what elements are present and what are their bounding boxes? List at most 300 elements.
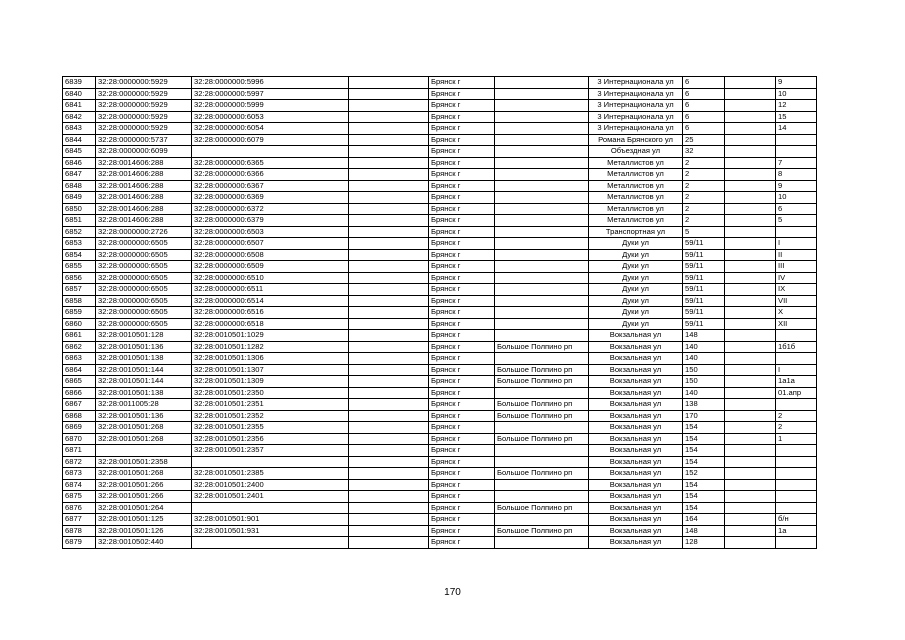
settlement-cell: Большое Полпино рп [495, 410, 589, 422]
object-cadastral-number-cell: 32:28:0010501:2355 [192, 422, 349, 434]
house-cell: 152 [683, 468, 725, 480]
cadastral-number-cell: 32:28:0000000:6505 [96, 249, 192, 261]
blank-cell [349, 226, 429, 238]
settlement-cell [495, 330, 589, 342]
building-cell [725, 88, 776, 100]
house-cell: 140 [683, 387, 725, 399]
building-cell [725, 364, 776, 376]
cadastral-number-cell: 32:28:0000000:5929 [96, 100, 192, 112]
house-cell: 150 [683, 376, 725, 388]
row-number-cell: 6851 [63, 215, 96, 227]
apartment-cell: 01.апр [776, 387, 817, 399]
building-cell [725, 295, 776, 307]
settlement-cell [495, 318, 589, 330]
table-row [63, 249, 817, 261]
building-cell [725, 134, 776, 146]
row-number-cell: 6864 [63, 364, 96, 376]
settlement-cell [495, 307, 589, 319]
building-cell [725, 399, 776, 411]
settlement-cell: Большое Полпино рп [495, 525, 589, 537]
apartment-cell: VII [776, 295, 817, 307]
settlement-cell: Большое Полпино рп [495, 376, 589, 388]
apartment-cell [776, 537, 817, 549]
city-cell: Брянск г [429, 215, 495, 227]
building-cell [725, 249, 776, 261]
object-cadastral-number-cell [192, 537, 349, 549]
table-row [63, 100, 817, 112]
building-cell [725, 422, 776, 434]
cadastral-number-cell: 32:28:0000000:6505 [96, 284, 192, 296]
row-number-cell: 6873 [63, 468, 96, 480]
building-cell [725, 146, 776, 158]
object-cadastral-number-cell: 32:28:0000000:6053 [192, 111, 349, 123]
building-cell [725, 215, 776, 227]
building-cell [725, 77, 776, 89]
object-cadastral-number-cell: 32:28:0000000:6372 [192, 203, 349, 215]
settlement-cell [495, 445, 589, 457]
table-row [63, 146, 817, 158]
street-cell: Вокзальная ул [589, 376, 683, 388]
street-cell: Дуки ул [589, 307, 683, 319]
apartment-cell: IX [776, 284, 817, 296]
cadastral-number-cell: 32:28:0010501:144 [96, 376, 192, 388]
city-cell: Брянск г [429, 238, 495, 250]
object-cadastral-number-cell [192, 502, 349, 514]
blank-cell [349, 307, 429, 319]
house-cell: 6 [683, 100, 725, 112]
row-number-cell: 6876 [63, 502, 96, 514]
table-row [63, 468, 817, 480]
blank-cell [349, 134, 429, 146]
row-number-cell: 6845 [63, 146, 96, 158]
cadastral-number-cell: 32:28:0000000:6505 [96, 295, 192, 307]
table-row [63, 456, 817, 468]
object-cadastral-number-cell: 32:28:0000000:6367 [192, 180, 349, 192]
building-cell [725, 238, 776, 250]
cadastral-number-cell: 32:28:0011005:28 [96, 399, 192, 411]
street-cell: Дуки ул [589, 295, 683, 307]
house-cell: 59/11 [683, 284, 725, 296]
table-row [63, 525, 817, 537]
cadastral-number-cell: 32:28:0000000:5737 [96, 134, 192, 146]
street-cell: Дуки ул [589, 261, 683, 273]
street-cell: Дуки ул [589, 284, 683, 296]
settlement-cell [495, 422, 589, 434]
cadastral-number-cell: 32:28:0000000:6099 [96, 146, 192, 158]
table-row [63, 88, 817, 100]
settlement-cell [495, 537, 589, 549]
settlement-cell [495, 387, 589, 399]
apartment-cell: 9 [776, 77, 817, 89]
table-row [63, 215, 817, 227]
building-cell [725, 123, 776, 135]
house-cell: 170 [683, 410, 725, 422]
table-row [63, 364, 817, 376]
house-cell: 148 [683, 525, 725, 537]
cadastral-number-cell: 32:28:0000000:5929 [96, 123, 192, 135]
object-cadastral-number-cell: 32:28:0000000:6079 [192, 134, 349, 146]
street-cell: Объездная ул [589, 146, 683, 158]
blank-cell [349, 479, 429, 491]
city-cell: Брянск г [429, 376, 495, 388]
settlement-cell [495, 238, 589, 250]
street-cell: Металлистов ул [589, 215, 683, 227]
apartment-cell: X [776, 307, 817, 319]
object-cadastral-number-cell: 32:28:0000000:6366 [192, 169, 349, 181]
house-cell: 59/11 [683, 318, 725, 330]
building-cell [725, 307, 776, 319]
cadastral-number-cell: 32:28:0010501:264 [96, 502, 192, 514]
object-cadastral-number-cell: 32:28:0010501:2356 [192, 433, 349, 445]
street-cell: Вокзальная ул [589, 422, 683, 434]
settlement-cell [495, 123, 589, 135]
house-cell: 2 [683, 169, 725, 181]
apartment-cell: 7 [776, 157, 817, 169]
table-row [63, 502, 817, 514]
blank-cell [349, 192, 429, 204]
house-cell: 138 [683, 399, 725, 411]
blank-cell [349, 146, 429, 158]
object-cadastral-number-cell [192, 146, 349, 158]
row-number-cell: 6863 [63, 353, 96, 365]
street-cell: Транспортная ул [589, 226, 683, 238]
settlement-cell [495, 272, 589, 284]
apartment-cell: IV [776, 272, 817, 284]
building-cell [725, 514, 776, 526]
apartment-cell [776, 330, 817, 342]
apartment-cell: 6 [776, 203, 817, 215]
table-row [63, 330, 817, 342]
row-number-cell: 6856 [63, 272, 96, 284]
apartment-cell [776, 479, 817, 491]
city-cell: Брянск г [429, 422, 495, 434]
building-cell [725, 525, 776, 537]
object-cadastral-number-cell: 32:28:0000000:6511 [192, 284, 349, 296]
settlement-cell [495, 169, 589, 181]
cadastral-number-cell: 32:28:0014606:288 [96, 192, 192, 204]
row-number-cell: 6859 [63, 307, 96, 319]
apartment-cell [776, 146, 817, 158]
settlement-cell [495, 192, 589, 204]
cadastral-number-cell: 32:28:0010501:126 [96, 525, 192, 537]
apartment-cell: 1б1б [776, 341, 817, 353]
cadastral-number-cell: 32:28:0010501:136 [96, 341, 192, 353]
house-cell: 25 [683, 134, 725, 146]
building-cell [725, 100, 776, 112]
table-row [63, 399, 817, 411]
object-cadastral-number-cell: 32:28:0010501:2400 [192, 479, 349, 491]
settlement-cell [495, 249, 589, 261]
apartment-cell: 2 [776, 410, 817, 422]
house-cell: 140 [683, 353, 725, 365]
city-cell: Брянск г [429, 88, 495, 100]
house-cell: 2 [683, 157, 725, 169]
table-row [63, 445, 817, 457]
row-number-cell: 6867 [63, 399, 96, 411]
apartment-cell: 1а1а [776, 376, 817, 388]
city-cell: Брянск г [429, 525, 495, 537]
table-row [63, 514, 817, 526]
city-cell: Брянск г [429, 445, 495, 457]
apartment-cell [776, 226, 817, 238]
city-cell: Брянск г [429, 123, 495, 135]
object-cadastral-number-cell: 32:28:0010501:2352 [192, 410, 349, 422]
row-number-cell: 6875 [63, 491, 96, 503]
apartment-cell: 8 [776, 169, 817, 181]
building-cell [725, 387, 776, 399]
row-number-cell: 6854 [63, 249, 96, 261]
city-cell: Брянск г [429, 146, 495, 158]
cadastral-number-cell: 32:28:0000000:6505 [96, 238, 192, 250]
table-row [63, 537, 817, 549]
house-cell: 128 [683, 537, 725, 549]
table-row [63, 272, 817, 284]
table-row [63, 295, 817, 307]
apartment-cell: XII [776, 318, 817, 330]
table-row [63, 226, 817, 238]
settlement-cell [495, 203, 589, 215]
row-number-cell: 6842 [63, 111, 96, 123]
settlement-cell: Большое Полпино рп [495, 502, 589, 514]
row-number-cell: 6878 [63, 525, 96, 537]
street-cell: Вокзальная ул [589, 330, 683, 342]
house-cell: 59/11 [683, 249, 725, 261]
blank-cell [349, 525, 429, 537]
table-row [63, 433, 817, 445]
building-cell [725, 376, 776, 388]
object-cadastral-number-cell: 32:28:0000000:6365 [192, 157, 349, 169]
building-cell [725, 468, 776, 480]
house-cell: 2 [683, 180, 725, 192]
cadastral-number-cell: 32:28:0014606:288 [96, 157, 192, 169]
blank-cell [349, 157, 429, 169]
object-cadastral-number-cell: 32:28:0010501:901 [192, 514, 349, 526]
object-cadastral-number-cell: 32:28:0010501:2350 [192, 387, 349, 399]
house-cell: 2 [683, 192, 725, 204]
street-cell: Дуки ул [589, 318, 683, 330]
settlement-cell: Большое Полпино рп [495, 399, 589, 411]
apartment-cell: 2 [776, 422, 817, 434]
apartment-cell: III [776, 261, 817, 273]
street-cell: Металлистов ул [589, 180, 683, 192]
building-cell [725, 203, 776, 215]
apartment-cell: 10 [776, 192, 817, 204]
blank-cell [349, 169, 429, 181]
row-number-cell: 6860 [63, 318, 96, 330]
house-cell: 6 [683, 123, 725, 135]
cadastral-number-cell: 32:28:0014606:288 [96, 180, 192, 192]
building-cell [725, 491, 776, 503]
cadastral-number-cell: 32:28:0000000:6505 [96, 307, 192, 319]
row-number-cell: 6865 [63, 376, 96, 388]
table-row [63, 307, 817, 319]
apartment-cell: 14 [776, 123, 817, 135]
settlement-cell [495, 261, 589, 273]
settlement-cell: Большое Полпино рп [495, 433, 589, 445]
row-number-cell: 6877 [63, 514, 96, 526]
object-cadastral-number-cell: 32:28:0000000:6514 [192, 295, 349, 307]
house-cell: 2 [683, 203, 725, 215]
row-number-cell: 6870 [63, 433, 96, 445]
building-cell [725, 479, 776, 491]
city-cell: Брянск г [429, 226, 495, 238]
blank-cell [349, 238, 429, 250]
street-cell: Вокзальная ул [589, 491, 683, 503]
city-cell: Брянск г [429, 353, 495, 365]
blank-cell [349, 353, 429, 365]
settlement-cell [495, 100, 589, 112]
city-cell: Брянск г [429, 330, 495, 342]
street-cell: Вокзальная ул [589, 525, 683, 537]
apartment-cell [776, 445, 817, 457]
city-cell: Брянск г [429, 364, 495, 376]
settlement-cell [495, 491, 589, 503]
settlement-cell [495, 456, 589, 468]
city-cell: Брянск г [429, 169, 495, 181]
street-cell: Вокзальная ул [589, 445, 683, 457]
settlement-cell [495, 88, 589, 100]
house-cell: 154 [683, 422, 725, 434]
cadastral-number-cell: 32:28:0010501:266 [96, 479, 192, 491]
row-number-cell: 6839 [63, 77, 96, 89]
object-cadastral-number-cell: 32:28:0010501:2385 [192, 468, 349, 480]
building-cell [725, 180, 776, 192]
blank-cell [349, 261, 429, 273]
street-cell: Металлистов ул [589, 169, 683, 181]
house-cell: 164 [683, 514, 725, 526]
city-cell: Брянск г [429, 537, 495, 549]
apartment-cell: I [776, 364, 817, 376]
city-cell: Брянск г [429, 479, 495, 491]
object-cadastral-number-cell: 32:28:0000000:5999 [192, 100, 349, 112]
city-cell: Брянск г [429, 399, 495, 411]
object-cadastral-number-cell: 32:28:0010501:1282 [192, 341, 349, 353]
table-body [63, 77, 817, 549]
row-number-cell: 6840 [63, 88, 96, 100]
street-cell: Вокзальная ул [589, 399, 683, 411]
row-number-cell: 6850 [63, 203, 96, 215]
city-cell: Брянск г [429, 341, 495, 353]
page-number: 170 [444, 587, 461, 598]
street-cell: Вокзальная ул [589, 341, 683, 353]
object-cadastral-number-cell: 32:28:0000000:6509 [192, 261, 349, 273]
cadastral-number-cell: 32:28:0010501:268 [96, 468, 192, 480]
street-cell: Вокзальная ул [589, 479, 683, 491]
row-number-cell: 6872 [63, 456, 96, 468]
blank-cell [349, 387, 429, 399]
apartment-cell [776, 399, 817, 411]
table-row [63, 284, 817, 296]
row-number-cell: 6847 [63, 169, 96, 181]
street-cell: Вокзальная ул [589, 364, 683, 376]
street-cell: Дуки ул [589, 272, 683, 284]
row-number-cell: 6853 [63, 238, 96, 250]
object-cadastral-number-cell: 32:28:0010501:1309 [192, 376, 349, 388]
city-cell: Брянск г [429, 491, 495, 503]
row-number-cell: 6848 [63, 180, 96, 192]
settlement-cell [495, 514, 589, 526]
object-cadastral-number-cell: 32:28:0000000:6369 [192, 192, 349, 204]
street-cell: Вокзальная ул [589, 468, 683, 480]
blank-cell [349, 491, 429, 503]
house-cell: 59/11 [683, 295, 725, 307]
house-cell: 150 [683, 364, 725, 376]
blank-cell [349, 376, 429, 388]
row-number-cell: 6852 [63, 226, 96, 238]
blank-cell [349, 433, 429, 445]
blank-cell [349, 180, 429, 192]
house-cell: 140 [683, 341, 725, 353]
object-cadastral-number-cell: 32:28:0000000:6510 [192, 272, 349, 284]
city-cell: Брянск г [429, 203, 495, 215]
object-cadastral-number-cell: 32:28:0000000:6518 [192, 318, 349, 330]
street-cell: Вокзальная ул [589, 353, 683, 365]
house-cell: 5 [683, 226, 725, 238]
cadastral-number-cell: 32:28:0010502:440 [96, 537, 192, 549]
object-cadastral-number-cell: 32:28:0000000:6379 [192, 215, 349, 227]
cadastral-number-cell: 32:28:0000000:6505 [96, 261, 192, 273]
settlement-cell [495, 226, 589, 238]
settlement-cell [495, 180, 589, 192]
apartment-cell: 1 [776, 433, 817, 445]
building-cell [725, 318, 776, 330]
row-number-cell: 6861 [63, 330, 96, 342]
blank-cell [349, 77, 429, 89]
city-cell: Брянск г [429, 77, 495, 89]
blank-cell [349, 422, 429, 434]
table-row [63, 376, 817, 388]
blank-cell [349, 456, 429, 468]
blank-cell [349, 330, 429, 342]
row-number-cell: 6871 [63, 445, 96, 457]
building-cell [725, 410, 776, 422]
object-cadastral-number-cell: 32:28:0000000:6054 [192, 123, 349, 135]
street-cell: Вокзальная ул [589, 433, 683, 445]
table-row [63, 192, 817, 204]
object-cadastral-number-cell: 32:28:0010501:2401 [192, 491, 349, 503]
building-cell [725, 284, 776, 296]
street-cell: Вокзальная ул [589, 410, 683, 422]
blank-cell [349, 399, 429, 411]
house-cell: 59/11 [683, 307, 725, 319]
row-number-cell: 6858 [63, 295, 96, 307]
settlement-cell [495, 353, 589, 365]
table-row [63, 111, 817, 123]
cadastral-number-cell: 32:28:0000000:6505 [96, 272, 192, 284]
blank-cell [349, 249, 429, 261]
blank-cell [349, 445, 429, 457]
table-row [63, 134, 817, 146]
table-row [63, 410, 817, 422]
street-cell: Дуки ул [589, 238, 683, 250]
street-cell: 3 Интернационала ул [589, 88, 683, 100]
table-row [63, 353, 817, 365]
apartment-cell [776, 456, 817, 468]
cadastral-number-cell: 32:28:0014606:288 [96, 203, 192, 215]
object-cadastral-number-cell [192, 456, 349, 468]
blank-cell [349, 295, 429, 307]
city-cell: Брянск г [429, 502, 495, 514]
house-cell: 59/11 [683, 238, 725, 250]
building-cell [725, 537, 776, 549]
apartment-cell: I [776, 238, 817, 250]
table-row [63, 238, 817, 250]
blank-cell [349, 537, 429, 549]
row-number-cell: 6846 [63, 157, 96, 169]
settlement-cell [495, 215, 589, 227]
apartment-cell: 1а [776, 525, 817, 537]
settlement-cell [495, 479, 589, 491]
